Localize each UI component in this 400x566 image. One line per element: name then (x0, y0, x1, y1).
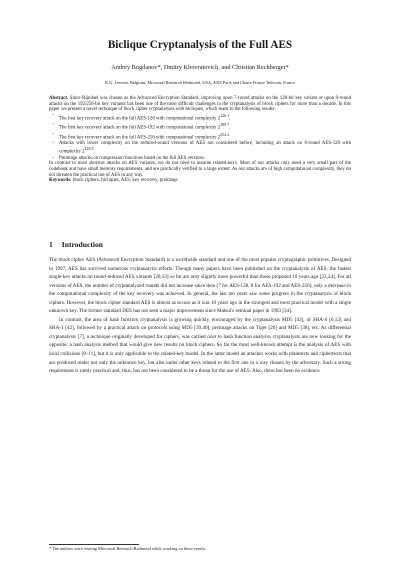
keywords-label: Keywords: (49, 178, 72, 184)
paragraph: The block cipher AES (Advanced Encryption Standard) is a worldwide standard and one of the most popular cryptographic primitives. Designed in 1997, AES has survived numerous cryptanalytic efforts. Though many papers have been published on the cryptanalysis of AES, the fastest single-key attacks on round-reduced AES variants [20,33] so far are only slightly more powerful than those proposed 10 years ago [23,24]. For all versions of AES, the number of cryptanalyzed rounds did not increase since then (7 for AES-128, 8 for AES-192 and AES-256), only a decrease in the computational complexity of the key recovery was achieved. In general, the last ten years saw some progress in the cryptanalysis of block ciphers. However, the block cipher standard AES is almost as secure as it was 10 years ago in the strongest and most practical model with a single unknown key. The former standard DES has not seen a major improvement since Matsui's seminal paper in 1993 [34]. (49, 257, 351, 315)
footnote: * The authors were visiting Microsoft Research Redmond while working on these results. (49, 546, 207, 551)
section-title: Introduction (61, 240, 104, 249)
author-list: Andrey Bogdanov*, Dmitry Khovratovich, and Christian Rechberger* (111, 64, 289, 71)
paper-title: Biclique Cryptanalysis of the Full AES (107, 39, 293, 51)
affiliations: K.U. Leuven, Belgium; Microsoft Research Redmond, USA; ENS Paris and Chaire France Telecom, France (104, 80, 296, 85)
result-item: – Preimage attacks on compression functions based on the full AES versions. (52, 156, 351, 162)
body-text (49, 256, 351, 376)
section-number: 1 (49, 240, 53, 249)
result-item: – Attacks with lower complexity on the reduced-round versions of AES not considered before, including an attack on 8-round AES-128 with complexity $2^{124.9}$. (52, 141, 351, 156)
abstract-closing: In contrast to most shortcut attacks on AES variants, we do not need to assume related-keys. Most of our attacks only need a very small part of the codebook and have small memory requirements, and are practically verified to a large extent. As our attacks are of high computational complexity, they do not threaten the practical use of AES in any way. (49, 161, 351, 178)
result-item: – The first key recovery attack on the full AES-256 with computational complexity $2^{254.4}$. (52, 132, 351, 141)
result-item: – The first key recovery attack on the full AES-128 with computational complexity $2^{126.1}$. (52, 113, 351, 122)
keywords-text: block ciphers, bicliques, AES, key recovery, preimage (72, 178, 178, 184)
abstract-text: Since Rijndael was chosen as the Advanced Encryption Standard, improving upon 7-round attacks on the 128-bit key variant or upon 9-round attacks on the 192/256-bit key variants has been one of the most difficult challenges in the cryptanalysis of block ciphers for more than a decade. In this paper we present a novel technique of block cipher cryptanalysis with bicliques, which leads to the following results: (49, 96, 351, 113)
footnote-rule (49, 544, 139, 545)
result-item: – The first key recovery attack on the full AES-192 with computational complexity $2^{189.7}$. (52, 122, 351, 131)
section-heading (49, 240, 103, 249)
results-list (49, 113, 351, 161)
abstract-block (49, 96, 351, 184)
abstract-label: Abstract. (49, 96, 69, 101)
abstract-intro (49, 96, 351, 113)
keywords-line (49, 178, 351, 184)
paragraph: In contrast, the area of hash function cryptanalysis is growing quickly, encouraged by the cryptanalysis MD5 [43], of SHA-0 [6,13] and SHA-1 [42], followed by a practical attack on protocols using MD5 [39,40], preimage attacks on Tiger [26] and MD5 [38], etc. As differential cryptanalysis [7], a technique originally developed for ciphers, was carried over to hash function analysis, cryptanalysts are now looking for the opposite: a hash analysis method that would give new results on block ciphers. So far the most well-known attempt is the analysis of AES with local collisions [8–11], but it is only applicable to the related-key model. In the latter model an attacker works with plaintexts and ciphertexts that are produced under not only the unknown key, but also under other keys related to the first one in a way chosen by the adversary. Such a strong requirement is rarely practical and, thus, has not been considered to be a threat for the use of AES. Also, there has been no evidence (49, 316, 351, 375)
